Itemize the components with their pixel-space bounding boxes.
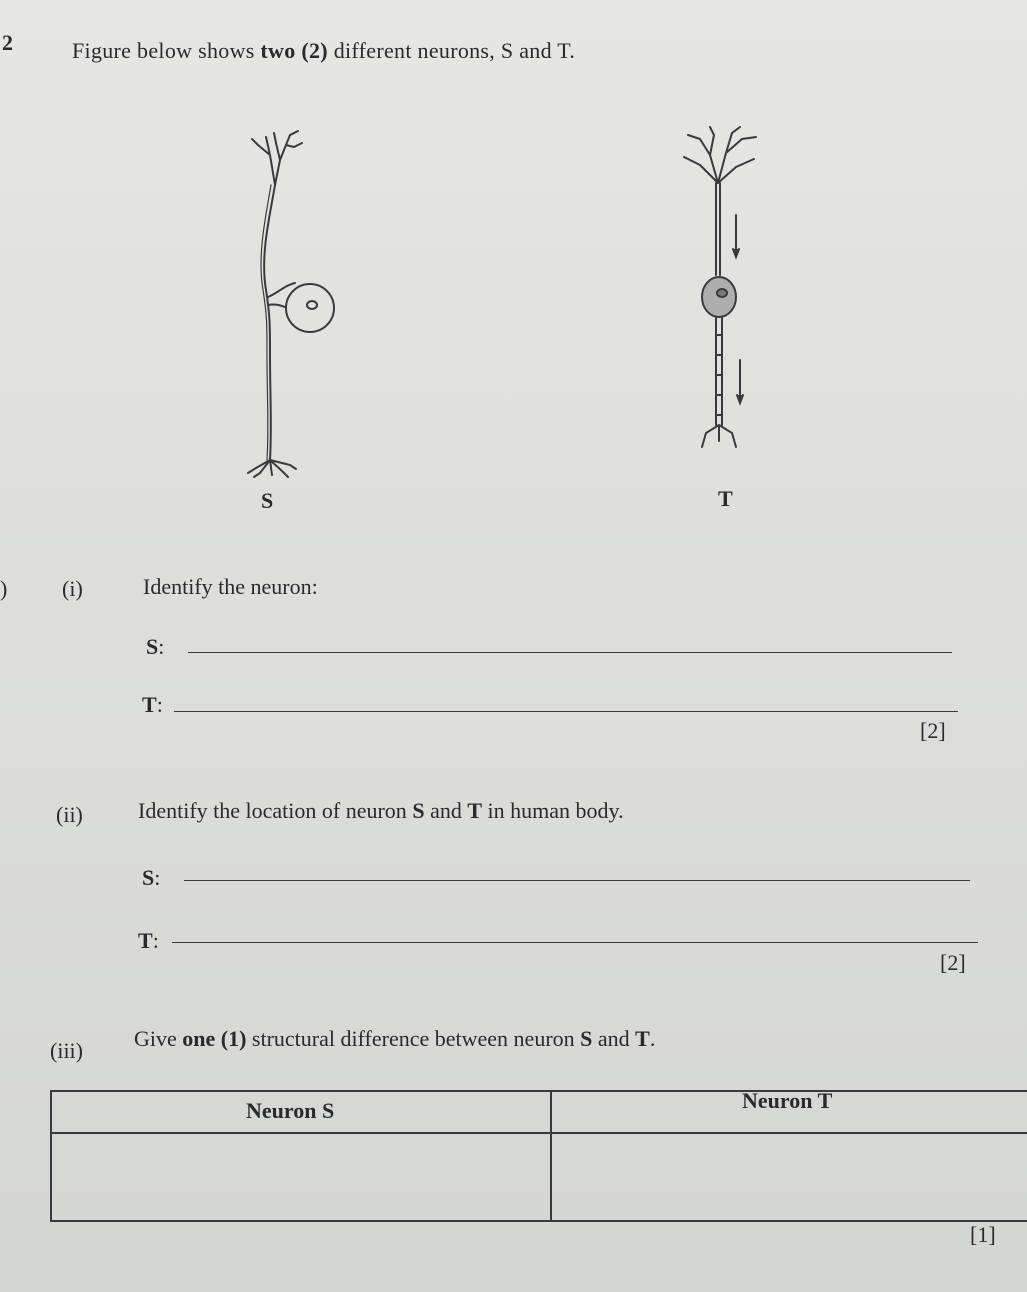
subpart-iii-question: Give one (1) structural difference between neuron S and T. <box>134 1026 656 1051</box>
subpart-i-marks: [2] <box>920 718 946 743</box>
question-intro: Figure below shows two (2) different neurons, S and T. <box>72 38 576 63</box>
table-header-neuron-t: Neuron T <box>742 1088 833 1113</box>
table-column-divider <box>550 1092 552 1220</box>
subpart-iii-number: (iii) <box>50 1038 83 1063</box>
table-header-divider <box>52 1132 1027 1134</box>
neuron-s-illustration <box>230 125 350 475</box>
subpart-ii-question: Identify the location of neuron S and T in human body. <box>138 798 624 823</box>
neuron-t-illustration <box>670 125 780 465</box>
subpart-iii-marks: [1] <box>970 1222 996 1247</box>
table-cell-neuron-s-answer[interactable] <box>54 1136 548 1220</box>
table-header-neuron-s: Neuron S <box>246 1098 335 1123</box>
question-number-mark: 2 <box>2 30 13 55</box>
subpart-ii-s-answer-line[interactable] <box>184 880 970 881</box>
subpart-i-t-label: T: <box>142 692 163 717</box>
subpart-ii-t-answer-line[interactable] <box>172 942 978 943</box>
subpart-i-question: Identify the neuron: <box>143 574 318 599</box>
subpart-i-t-answer-line[interactable] <box>174 711 958 712</box>
subpart-i-s-label: S: <box>146 634 165 659</box>
subpart-ii-number: (ii) <box>56 802 83 827</box>
subpart-ii-marks: [2] <box>940 950 966 975</box>
table-cell-neuron-t-answer[interactable] <box>554 1136 1024 1220</box>
neuron-t-label: T <box>718 486 733 511</box>
subpart-i-number: (i) <box>62 576 83 601</box>
difference-table <box>50 1090 1027 1222</box>
subpart-i-s-answer-line[interactable] <box>188 652 952 653</box>
subpart-ii-t-label: T: <box>138 928 159 953</box>
neuron-s-label: S <box>261 488 274 513</box>
part-marker: ) <box>0 576 8 601</box>
subpart-ii-s-label: S: <box>142 865 161 890</box>
